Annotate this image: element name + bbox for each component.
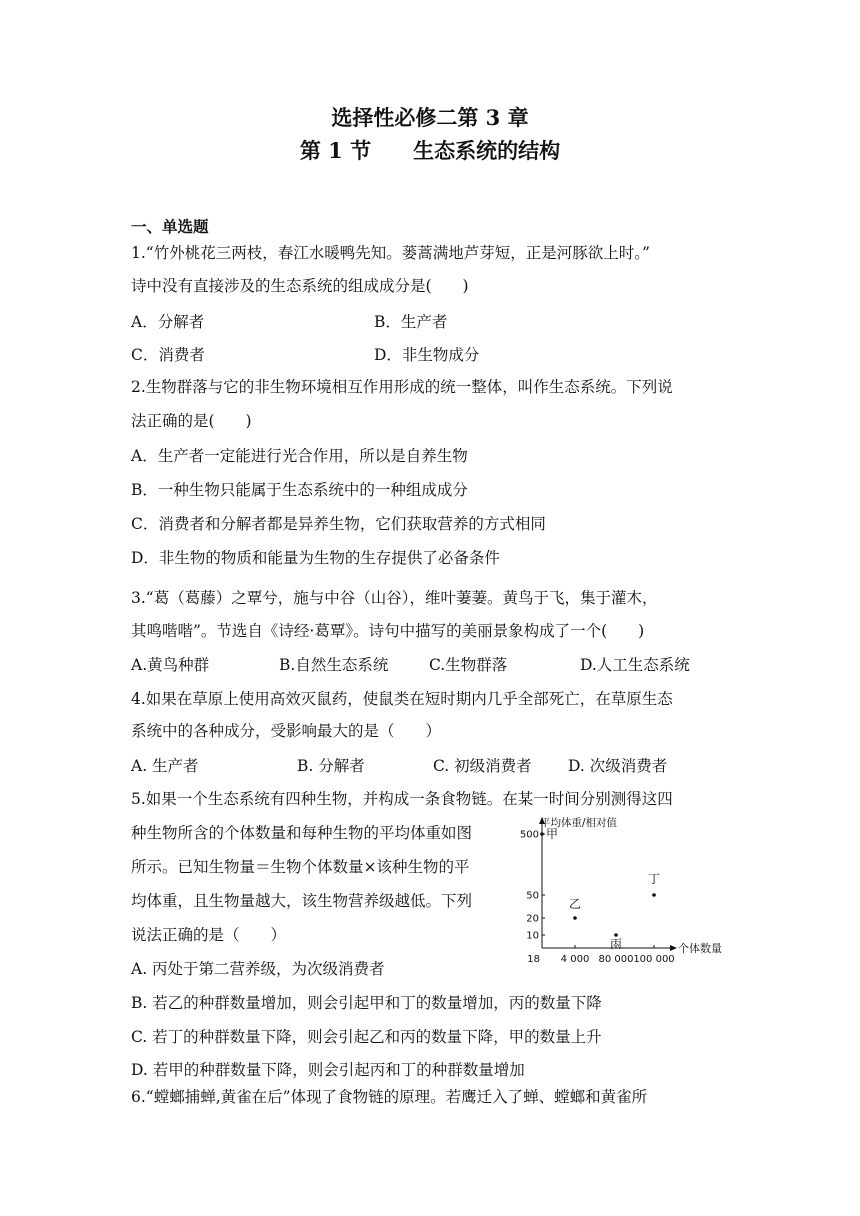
- q5-stem-line2: 种生物所含的个体数量和每种生物的平均体重如图: [131, 824, 473, 842]
- data-point-label: 甲: [546, 827, 559, 841]
- q3-option-b: B.自然生态系统: [279, 656, 389, 674]
- x-tick-label: 100 000: [633, 954, 675, 965]
- q1-option-d: D．非生物成分: [374, 346, 480, 364]
- q5-option-b: B. 若乙的种群数量增加，则会引起甲和丁的数量增加，丙的数量下降: [131, 994, 602, 1012]
- y-tick-label: 500: [520, 829, 539, 841]
- q6-stem-line1: 6.“螳螂捕蝉,黄雀在后”体现了食物链的原理。若鹰迁入了蝉、螳螂和黄雀所: [131, 1088, 648, 1106]
- data-point: [540, 832, 544, 836]
- page-title: 选择性必修二第 3 章: [331, 105, 529, 130]
- q4-option-c: C. 初级消费者: [433, 757, 532, 775]
- x-axis-label: 个体数量: [678, 942, 722, 955]
- q4-stem-line2: 系统中的各种成分，受影响最大的是（ ）: [131, 722, 442, 740]
- q1-option-b: B．生产者: [374, 313, 448, 331]
- y-tick-label: 10: [526, 930, 539, 942]
- y-axis-label: 平均体重/相对值: [540, 817, 618, 829]
- q2-option-d: D．非生物的物质和能量为生物的生存提供了必备条件: [131, 549, 500, 567]
- page-subtitle: 第 1 节 生态系统的结构: [299, 138, 561, 163]
- q1-stem-line1: 1.“竹外桃花三两枝，春江水暖鸭先知。蒌蒿满地芦芽短，正是河豚欲上时。”: [131, 244, 650, 262]
- y-tick-label: 20: [526, 913, 539, 925]
- q5-stem-line3: 所示。已知生物量＝生物个体数量×该种生物的平: [131, 858, 470, 876]
- q4-option-a: A. 生产者: [131, 757, 199, 775]
- q1-option-c: C．消费者: [131, 346, 205, 364]
- q5-option-c: C. 若丁的种群数量下降，则会引起乙和丙的数量下降，甲的数量上升: [131, 1028, 602, 1046]
- q5-option-a: A. 丙处于第二营养级，为次级消费者: [131, 960, 385, 978]
- q2-option-c: C．消费者和分解者都是异养生物，它们获取营养的方式相同: [131, 515, 546, 533]
- q3-option-c: C.生物群落: [429, 656, 508, 674]
- q5-stem-line1: 5.如果一个生态系统有四种生物，并构成一条食物链。在某一时间分别测得这四: [131, 790, 673, 808]
- q4-option-d: D. 次级消费者: [568, 757, 668, 775]
- q2-stem-line1: 2.生物群落与它的非生物环境相互作用形成的统一整体，叫作生态系统。下列说: [131, 378, 673, 396]
- data-point-label: 丙: [610, 937, 623, 951]
- q5-stem-line5: 说法正确的是（ ）: [131, 926, 287, 944]
- x-axis-arrow: [670, 945, 677, 951]
- section-heading: 一、单选题: [131, 217, 209, 236]
- x-tick-label: 4 000: [560, 954, 590, 965]
- q2-option-a: A．生产者一定能进行光合作用，所以是自养生物: [131, 447, 468, 465]
- q3-option-a: A.黄鸟种群: [131, 656, 210, 674]
- q3-stem-line2: 其鸣喈喈”。节选自《诗经·葛覃》。诗句中描写的美丽景象构成了一个( ): [131, 622, 645, 640]
- q4-stem-line1: 4.如果在草原上使用高效灭鼠药，使鼠类在短时期内几乎全部死亡，在草原生态: [131, 690, 673, 708]
- q2-stem-line2: 法正确的是( ): [131, 412, 252, 430]
- scatter-chart: [520, 808, 735, 978]
- q5-option-d: D. 若甲的种群数量下降，则会引起丙和丁的种群数量增加: [131, 1061, 525, 1079]
- q1-stem-line2: 诗中没有直接涉及的生态系统的组成成分是( ): [131, 277, 469, 295]
- q2-option-b: B．一种生物只能属于生态系统中的一种组成成分: [131, 481, 468, 499]
- data-point-label: 乙: [569, 897, 582, 911]
- data-point: [573, 916, 577, 920]
- q1-option-a: A．分解者: [131, 313, 205, 331]
- q4-option-b: B. 分解者: [297, 757, 365, 775]
- data-point: [652, 893, 656, 897]
- q3-stem-line1: 3.“葛（葛藤）之覃兮，施与中谷（山谷），维叶萋萋。黄鸟于飞，集于灌木，: [131, 589, 658, 607]
- data-point-label: 丁: [648, 872, 661, 886]
- x-tick-label: 80 000: [598, 954, 634, 965]
- q5-stem-line4: 均体重，且生物量越大，该生物营养级越低。下列: [131, 892, 473, 910]
- q3-option-d: D.人工生态系统: [580, 656, 690, 674]
- y-tick-label: 50: [526, 890, 539, 902]
- x-tick-label: 18: [527, 954, 540, 965]
